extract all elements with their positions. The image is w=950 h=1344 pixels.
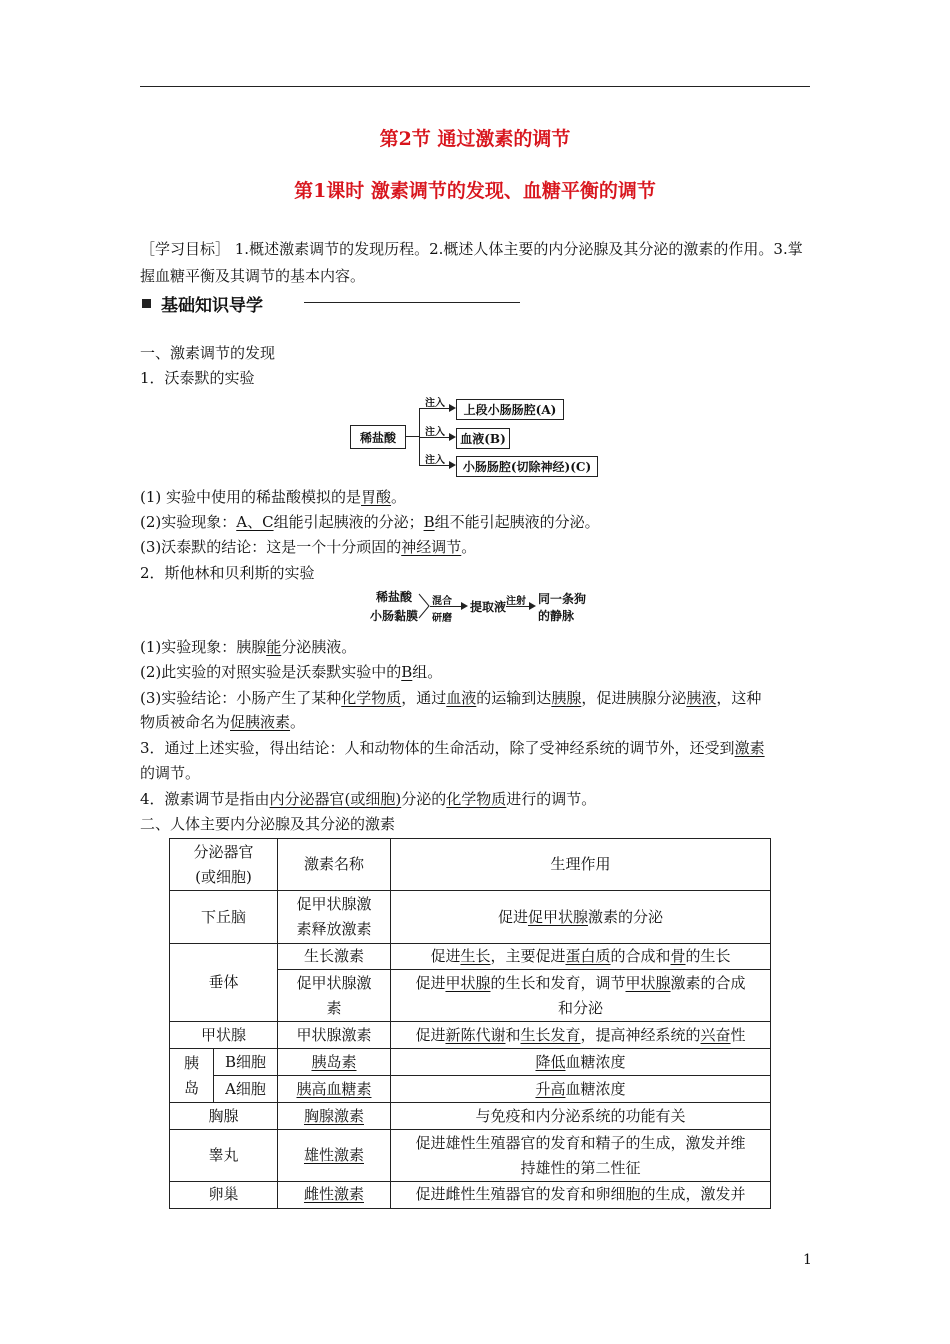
text: 和分泌 bbox=[557, 998, 603, 1017]
diagram2-op-grind: 研磨 bbox=[432, 613, 452, 624]
text: 和 bbox=[505, 1025, 521, 1044]
text: (2)实验现象： bbox=[140, 513, 237, 531]
hormone-cell: 生长激素 bbox=[278, 944, 391, 970]
text: 促进 bbox=[415, 1025, 446, 1044]
page-number: 1 bbox=[803, 1252, 812, 1268]
text: 的生长 bbox=[685, 947, 731, 965]
text: 。 bbox=[290, 713, 306, 731]
text: 组。 bbox=[412, 663, 443, 681]
cell-type: B细胞 bbox=[214, 1049, 278, 1076]
function-cell bbox=[391, 970, 771, 1022]
function-cell bbox=[391, 1130, 771, 1182]
exp1-item-1 bbox=[140, 486, 406, 507]
header-organ-line1: 分泌器官 bbox=[193, 842, 254, 861]
hormone-cell bbox=[278, 1076, 391, 1103]
answer: 新陈代谢 bbox=[445, 1025, 506, 1044]
diagram1-inject-label: 注入 bbox=[425, 398, 445, 409]
hormone-cell bbox=[278, 1130, 391, 1182]
text: ，这种 bbox=[716, 689, 762, 707]
text: ，提高神经系统的 bbox=[580, 1025, 701, 1044]
function-cell: 与免疫和内分泌系统的功能有关 bbox=[391, 1103, 771, 1130]
exp1-item-2 bbox=[140, 511, 600, 532]
text: 激素的分泌 bbox=[588, 907, 664, 926]
section-title: 第2节 通过激素的调节 bbox=[379, 128, 571, 150]
text: 的运输到达 bbox=[476, 689, 552, 707]
text: 促进 bbox=[415, 973, 446, 992]
answer: 化学物质 bbox=[341, 689, 402, 707]
conclusion-4 bbox=[140, 788, 596, 809]
text: 组不能引起胰液的分泌。 bbox=[434, 513, 600, 531]
answer: 蛋白质 bbox=[565, 947, 611, 965]
diagram1-target-a bbox=[456, 399, 564, 420]
header-hormone: 激素名称 bbox=[278, 839, 391, 891]
text: ，通过 bbox=[401, 689, 447, 707]
text: ，促进胰腺分泌 bbox=[581, 689, 687, 707]
organ-cell: 垂体 bbox=[170, 944, 278, 1022]
answer: 生长 bbox=[460, 947, 491, 965]
function-cell bbox=[391, 1076, 771, 1103]
cell-type: A细胞 bbox=[214, 1076, 278, 1103]
hormone-line: 促甲状腺激 bbox=[296, 973, 372, 992]
answer: 骨 bbox=[670, 947, 686, 965]
exp2-item-2 bbox=[140, 661, 442, 682]
text: 促进雄性生殖器官的发育和精子的生成，激发并维 bbox=[415, 1133, 746, 1152]
diagram1-target-b-label: 血液(B) bbox=[460, 432, 506, 446]
diagram2-input-1: 稀盐酸 bbox=[376, 590, 413, 604]
text: 分泌胰液。 bbox=[281, 638, 357, 656]
exp2-item-1 bbox=[140, 636, 356, 657]
table-row bbox=[170, 891, 771, 944]
answer: B bbox=[423, 513, 435, 531]
organ-cell: 睾丸 bbox=[170, 1130, 278, 1182]
answer: 兴奋 bbox=[700, 1025, 731, 1044]
hormone-cell bbox=[278, 891, 391, 944]
function-cell bbox=[391, 1022, 771, 1049]
organ-cell: 卵巢 bbox=[170, 1182, 278, 1209]
organ-cell: 胸腺 bbox=[170, 1103, 278, 1130]
diagram1-source-box bbox=[350, 425, 406, 449]
exp2-item-3-cont bbox=[140, 711, 305, 732]
answer: 降低 bbox=[535, 1052, 566, 1071]
table-row bbox=[170, 1022, 771, 1049]
function-cell bbox=[391, 891, 771, 944]
table-row bbox=[170, 1076, 771, 1103]
text: 促进 bbox=[497, 907, 528, 926]
organ-cell: 甲状腺 bbox=[170, 1022, 278, 1049]
answer: 胃酸 bbox=[361, 488, 392, 506]
hormone-line: 促甲状腺激 bbox=[296, 895, 372, 913]
text: 性 bbox=[730, 1025, 746, 1044]
text: (3)沃泰默的结论：这是一个十分顽固的 bbox=[140, 538, 402, 556]
header-function: 生理作用 bbox=[391, 839, 771, 891]
text: 。 bbox=[391, 488, 407, 506]
conclusion-3-cont: 的调节。 bbox=[140, 764, 201, 782]
answer: 生长发育 bbox=[520, 1025, 581, 1044]
section-heading-rule bbox=[304, 302, 520, 303]
text: 进行的调节。 bbox=[506, 790, 597, 808]
section-heading bbox=[142, 291, 263, 316]
merge-bracket-icon bbox=[418, 592, 430, 620]
exp1-heading: 1．沃泰默的实验 bbox=[140, 369, 255, 387]
text: 的生长和发育，调节 bbox=[490, 973, 626, 992]
answer: 胰岛素 bbox=[311, 1052, 357, 1071]
hormone-cell bbox=[278, 1049, 391, 1076]
header-organ-line2: (或细胞) bbox=[195, 867, 252, 886]
diagram2-op-inject: 注射 bbox=[506, 596, 526, 607]
answer: 胰高血糖素 bbox=[296, 1079, 372, 1098]
answer: 胸腺激素 bbox=[303, 1106, 364, 1125]
organ-cell: 下丘脑 bbox=[170, 891, 278, 944]
diagram2-input-2: 小肠黏膜 bbox=[370, 609, 419, 623]
text: 组能引起胰液的分泌； bbox=[273, 513, 424, 531]
hormone-cell: 甲状腺激素 bbox=[278, 1022, 391, 1049]
hormone-line: 素 bbox=[326, 998, 342, 1017]
header-organ bbox=[170, 839, 278, 891]
exp2-heading: 2．斯他林和贝利斯的实验 bbox=[140, 564, 315, 582]
function-cell bbox=[391, 944, 771, 970]
answer: 胰腺 bbox=[551, 689, 582, 707]
lesson-title: 第1课时 激素调节的发现、血糖平衡的调节 bbox=[294, 180, 656, 202]
answer: 升高 bbox=[535, 1079, 566, 1098]
diagram1-inject-label: 注入 bbox=[425, 455, 445, 466]
diagram1-target-c-label: 小肠肠腔(切除神经)(C) bbox=[462, 460, 592, 474]
answer: 胰液 bbox=[686, 689, 717, 707]
conclusion-3 bbox=[140, 737, 765, 758]
table-header-row bbox=[170, 839, 771, 891]
answer: 内分泌器官(或细胞) bbox=[269, 790, 402, 808]
text: 。 bbox=[461, 538, 477, 556]
diagram2-output-1: 同一条狗 bbox=[538, 592, 587, 606]
answer: 能 bbox=[266, 638, 282, 656]
answer: 神经调节 bbox=[401, 538, 462, 556]
square-bullet-icon bbox=[142, 299, 151, 308]
organ-cell-islet bbox=[170, 1049, 214, 1103]
text: 促进 bbox=[430, 947, 461, 965]
header-rule bbox=[140, 86, 810, 87]
answer: 甲状腺 bbox=[625, 973, 671, 992]
table-row bbox=[170, 1049, 771, 1076]
answer: 血液 bbox=[446, 689, 477, 707]
function-cell: 促进雌性生殖器官的发育和卵细胞的生成，激发并 bbox=[391, 1182, 771, 1209]
text: 血糖浓度 bbox=[565, 1052, 626, 1071]
answer: 雄性激素 bbox=[303, 1146, 364, 1164]
text: (2)此实验的对照实验是沃泰默实验中的 bbox=[140, 663, 402, 681]
text: (1) 实验中使用的稀盐酸模拟的是 bbox=[140, 488, 362, 506]
diagram1-inject-label: 注入 bbox=[425, 427, 445, 438]
text: 胰 bbox=[183, 1053, 199, 1072]
text: 分泌的 bbox=[401, 790, 447, 808]
text: 3．通过上述实验，得出结论：人和动物体的生命活动，除了受神经系统的调节外，还受到 bbox=[140, 739, 735, 757]
arrow-right-icon bbox=[449, 461, 456, 469]
arrow-right-icon bbox=[449, 404, 456, 412]
text: 持雄性的第二性征 bbox=[520, 1158, 641, 1177]
text: 4．激素调节是指由 bbox=[140, 790, 270, 808]
hormone-cell bbox=[278, 1103, 391, 1130]
text: ，主要促进 bbox=[490, 947, 566, 965]
diagram1-target-c bbox=[456, 456, 598, 477]
text: 岛 bbox=[183, 1078, 199, 1097]
hormone-line: 素释放激素 bbox=[296, 920, 372, 938]
diagram1-target-b bbox=[456, 428, 510, 449]
arrow-right-icon bbox=[461, 602, 468, 610]
text: 物质被命名为 bbox=[140, 713, 231, 731]
text: 血糖浓度 bbox=[565, 1079, 626, 1098]
answer: 化学物质 bbox=[446, 790, 507, 808]
arrow-right-icon bbox=[529, 602, 536, 610]
hormone-table bbox=[169, 838, 771, 1209]
diagram2-output-2: 的静脉 bbox=[538, 609, 575, 623]
hormone-cell bbox=[278, 970, 391, 1022]
function-cell bbox=[391, 1049, 771, 1076]
diagram1-target-a-label: 上段小肠肠腔(A) bbox=[463, 403, 557, 417]
section-heading-text: 基础知识导学 bbox=[161, 296, 263, 316]
diagram1-source: 稀盐酸 bbox=[359, 430, 396, 445]
answer: A、C bbox=[236, 513, 274, 531]
answer: 甲状腺 bbox=[445, 973, 491, 992]
learning-goals: ［学习目标］ 1.概述激素调节的发现历程。2.概述人体主要的内分泌腺及其分泌的激素的作用。3.掌握血糖平衡及其调节的基本内容。 bbox=[140, 240, 803, 285]
diagram2-op-mix: 混合 bbox=[432, 596, 452, 607]
answer: 雌性激素 bbox=[303, 1185, 364, 1203]
text: (3)实验结论：小肠产生了某种 bbox=[140, 689, 342, 707]
table-row bbox=[170, 1182, 771, 1209]
arrow-right-icon bbox=[449, 433, 456, 441]
diagram1-stem bbox=[405, 436, 419, 437]
hormone-cell bbox=[278, 1182, 391, 1209]
table-row bbox=[170, 1130, 771, 1182]
table-row bbox=[170, 944, 771, 970]
answer: 激素 bbox=[734, 739, 765, 757]
part1-heading: 一、激素调节的发现 bbox=[140, 344, 276, 362]
answer: 促甲状腺 bbox=[527, 907, 588, 926]
answer: B bbox=[401, 663, 413, 681]
text: 激素的合成 bbox=[670, 973, 746, 992]
exp1-item-3 bbox=[140, 536, 476, 557]
part2-heading: 二、人体主要内分泌腺及其分泌的激素 bbox=[140, 815, 396, 833]
table-row bbox=[170, 1103, 771, 1130]
diagram2-extract: 提取液 bbox=[470, 600, 507, 614]
exp2-item-3 bbox=[140, 687, 761, 708]
answer: 促胰液素 bbox=[230, 713, 291, 731]
text: 的合成和 bbox=[610, 947, 671, 965]
text: (1)实验现象：胰腺 bbox=[140, 638, 267, 656]
